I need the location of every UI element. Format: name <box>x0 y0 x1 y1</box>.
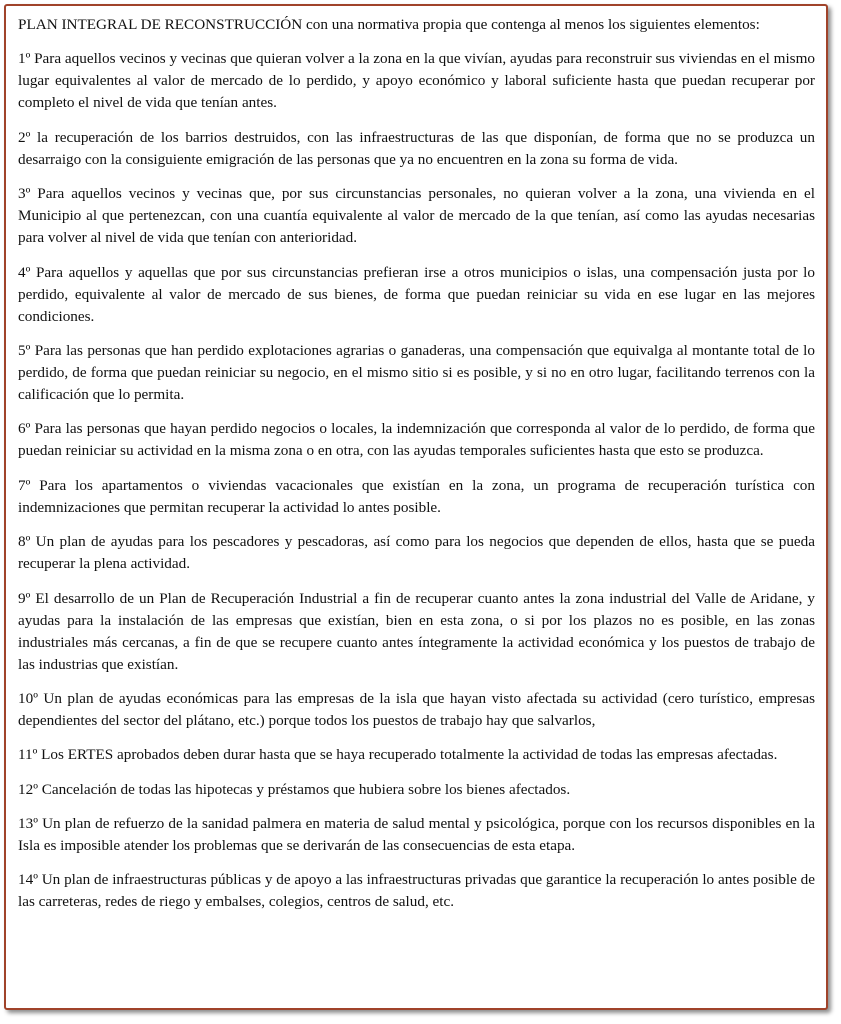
item-10: 10º Un plan de ayudas económicas para las empresas de la isla que hayan visto afectada su actividad (cero turístico, empresas dependientes del sector del plátano, etc.) porque todos los puestos de trabajo hay que salvarlos, <box>18 689 815 729</box>
item-2: 2º la recuperación de los barrios destruidos, con las infraestructuras de las que disponían, de forma que no se produzca un desarraigo con la consiguiente emigración de las personas que ya no encuentren en la zona su forma de vida. <box>18 128 815 168</box>
item-14: 14º Un plan de infraestructuras públicas y de apoyo a las infraestructuras privadas que garantice la recuperación lo antes posible de las carreteras, redes de riego y embalses, colegios, centros de salud, etc. <box>18 871 815 911</box>
item-11: 11º Los ERTES aprobados deben durar hasta que se haya recuperado totalmente la actividad de todas las empresas afectadas. <box>18 746 778 764</box>
document-body <box>18 14 815 913</box>
item-4: 4º Para aquellos y aquellas que por sus circunstancias prefieran irse a otros municipios o islas, una compensación justa por lo perdido, equivalente al valor de mercado de sus bienes, de forma que puedan reiniciar su vida en ese lugar en las mejores condiciones. <box>18 263 815 325</box>
item-3: 3º Para aquellos vecinos y vecinas que, por sus circunstancias personales, no quieran volver a la zona, una vivienda en el Municipio al que pertenezcan, con una cuantía equivalente al valor de mercado de la que tenían, así como las ayudas necesarias para volver al nivel de vida que tenían con anterioridad. <box>18 185 815 247</box>
item-12: 12º Cancelación de todas las hipotecas y préstamos que hubiera sobre los bienes afectados. <box>18 780 571 798</box>
item-13: 13º Un plan de refuerzo de la sanidad palmera en materia de salud mental y psicológica, porque con los recursos disponibles en la Isla es imposible atender los problemas que se derivarán de las consecuencias de esta etapa. <box>18 815 815 855</box>
item-1: 1º Para aquellos vecinos y vecinas que quieran volver a la zona en la que vivían, ayudas para reconstruir sus viviendas en el mismo lugar equivalentes al valor de mercado de lo perdido, y apoyo económico y laboral suficiente hasta que puedan recuperar por completo el nivel de vida que tenían antes. <box>18 50 815 112</box>
document-intro: PLAN INTEGRAL DE RECONSTRUCCIÓN con una normativa propia que contenga al menos los siguientes elementos: <box>18 16 760 33</box>
item-5: 5º Para las personas que han perdido explotaciones agrarias o ganaderas, una compensación que equivalga al montante total de lo perdido, de forma que puedan reiniciar su negocio, en el mismo sitio si es posible, y si no en otro lugar, facilitando terrenos con la calificación que lo permita. <box>18 341 815 403</box>
item-9: 9º El desarrollo de un Plan de Recuperación Industrial a fin de recuperar cuanto antes la zona industrial del Valle de Aridane, y ayudas para la instalación de las empresas que existían, bien en esta zona, o si por los plazos no es posible, en las zonas industriales más cercanas, a fin de que se recupere cuanto antes íntegramente la actividad económica y los puestos de trabajo de las industrias que existían. <box>18 589 815 673</box>
document-frame <box>4 4 828 1010</box>
item-7: 7º Para los apartamentos o viviendas vacacionales que existían en la zona, un programa de recuperación turística con indemnizaciones que permitan recuperar la actividad lo antes posible. <box>18 476 815 516</box>
item-8: 8º Un plan de ayudas para los pescadores y pescadoras, así como para los negocios que dependen de ellos, hasta que se pueda recuperar la plena actividad. <box>18 533 815 573</box>
item-6: 6º Para las personas que hayan perdido negocios o locales, la indemnización que corresponda al valor de lo perdido, de forma que puedan reiniciar su actividad en la misma zona o en otra, con las ayudas temporales suficientes hasta que esto se produzca. <box>18 420 815 460</box>
